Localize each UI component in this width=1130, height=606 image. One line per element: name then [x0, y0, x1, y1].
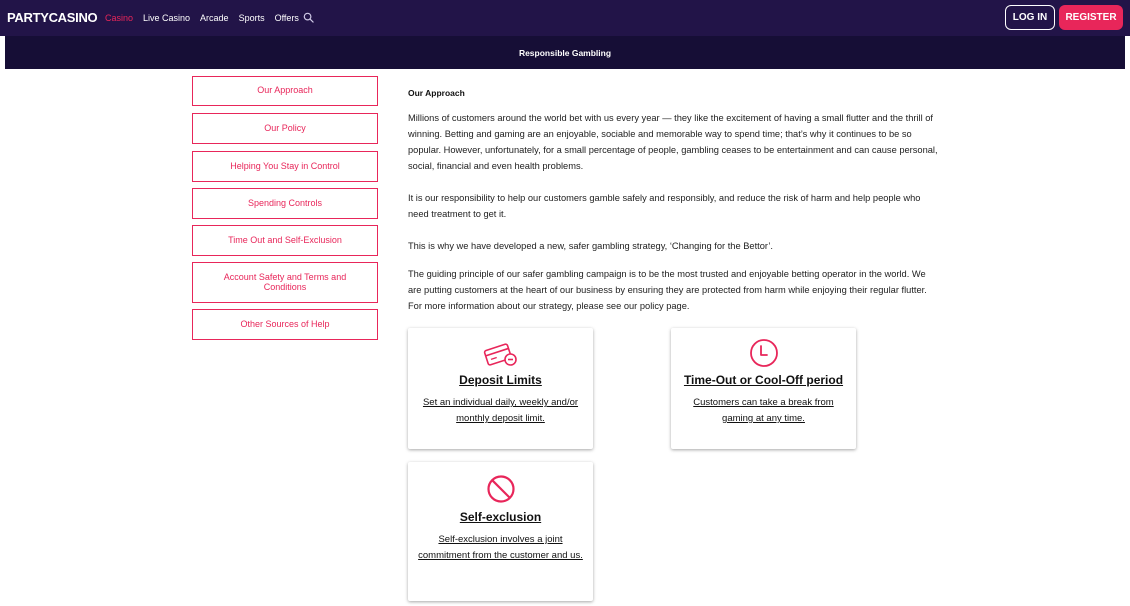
sidebar-item-spending-controls[interactable]: Spending Controls [192, 188, 378, 219]
credit-card-minus-icon [483, 340, 519, 370]
self-exclusion-title[interactable]: Self-exclusion [459, 510, 542, 524]
self-exclusion-card[interactable] [408, 462, 593, 601]
sidebar-item-our-approach[interactable]: Our Approach [192, 76, 378, 106]
nav-item-sports[interactable]: Sports [238, 13, 265, 23]
section-title: Our Approach [408, 88, 465, 98]
sidebar-item-our-policy[interactable]: Our Policy [192, 113, 378, 144]
page-title-bar [5, 36, 1125, 69]
deposit-limits-card[interactable] [408, 328, 593, 449]
intro-paragraph: Millions of customers around the world bet with us every year — they like the excitement of having a small flutter and the thrill of winning. Betting and gaming are an enjoyable, sociable and memorable way to spend time; that’s why it continues to be so popular. However, unfortunately, for a small percentage of people, gambling ceases to be entertainment and can cause personal, social, financial and even health problems. [408, 113, 938, 171]
guiding-principle-paragraph: The guiding principle of our safer gambling campaign is to be the most trusted and enjoyable betting operator in the world. We are putting customers at the heart of our business by ensuring they are protected from harm while enjoying their regular flutter. For more information about our strategy, please see our policy page. [408, 269, 927, 311]
clock-icon [749, 338, 779, 368]
page-title: Responsible Gambling [518, 47, 612, 58]
login-button[interactable]: LOG IN [1005, 5, 1055, 30]
sidebar-item-other-sources-of-help[interactable]: Other Sources of Help [192, 309, 378, 340]
sidebar-item-account-safety[interactable]: Account Safety and Terms and Conditions [192, 262, 378, 303]
search-icon[interactable] [303, 12, 314, 23]
self-exclusion-description[interactable]: Self-exclusion involves a joint commitment from the customer and us. [418, 534, 583, 561]
sidebar-item-helping-you-stay-in-control[interactable]: Helping You Stay in Control [192, 151, 378, 182]
sidebar-item-time-out-and-self-exclusion[interactable]: Time Out and Self-Exclusion [192, 225, 378, 256]
prohibited-icon [486, 474, 516, 504]
main-nav [105, 0, 309, 36]
partycasino-logo[interactable]: PARTYCASINO [7, 10, 98, 25]
responsibility-paragraph: It is our responsibility to help our customers gamble safely and responsibly, and reduce the risk of harm and help people who need treatment to get it. [408, 193, 921, 219]
nav-item-arcade[interactable]: Arcade [200, 13, 229, 23]
nav-item-offers[interactable]: Offers [274, 13, 299, 23]
strategy-paragraph: This is why we have developed a new, safer gambling strategy, ‘Changing for the Bettor’. [408, 241, 774, 251]
register-button[interactable]: REGISTER [1059, 5, 1123, 30]
deposit-limits-title[interactable]: Deposit Limits [459, 373, 542, 387]
nav-item-casino[interactable]: Casino [105, 13, 134, 23]
deposit-limits-description[interactable]: Set an individual daily, weekly and/or monthly deposit limit. [422, 397, 579, 424]
top-navigation-bar [0, 0, 1130, 36]
time-out-title[interactable]: Time-Out or Cool-Off period [683, 373, 844, 387]
nav-item-live-casino[interactable]: Live Casino [143, 13, 191, 23]
time-out-card[interactable] [671, 328, 856, 449]
time-out-description[interactable]: Customers can take a break from gaming at any time. [693, 397, 834, 424]
